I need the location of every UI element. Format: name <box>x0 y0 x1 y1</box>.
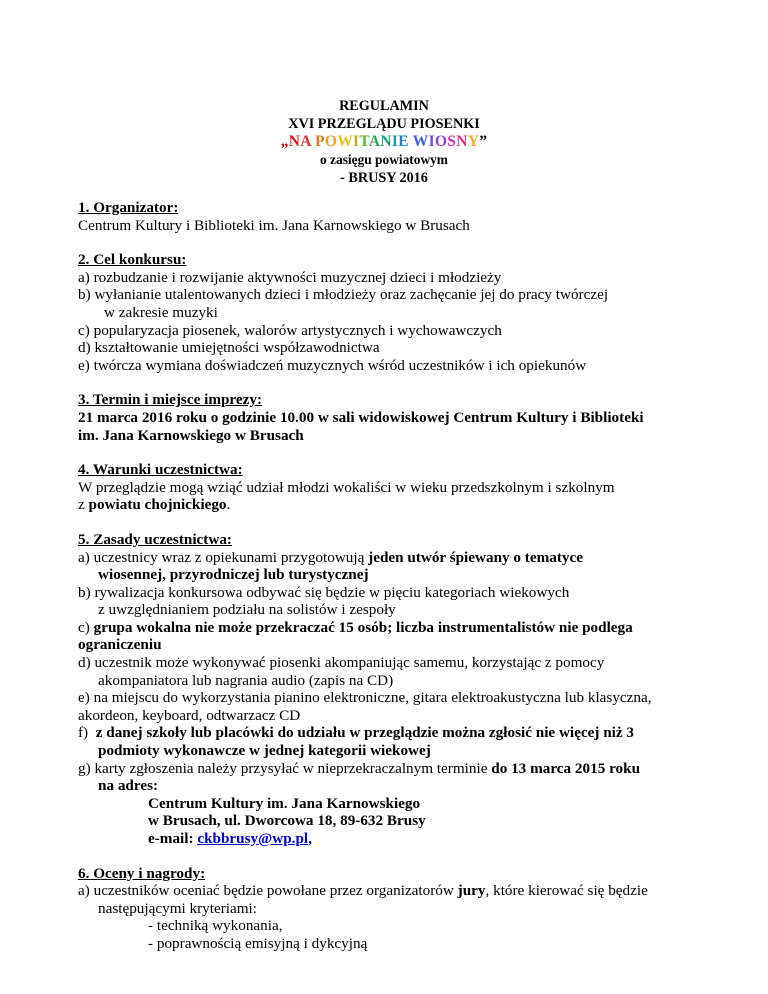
list-item-continuation: ograniczeniu <box>78 636 162 654</box>
list-item: c) grupa wokalna nie może przekraczać 15 osób; liczba instrumentalistów nie podlega <box>78 618 633 636</box>
title-letter: S <box>447 133 457 150</box>
document-body <box>78 199 698 953</box>
section-organizer <box>78 199 698 234</box>
list-item-continuation: następującymi kryteriami: <box>98 899 257 917</box>
header-festival-name: XVI PRZEGLĄDU PIOSENKI <box>288 116 480 132</box>
title-letter: E <box>398 133 409 150</box>
list-item: c) popularyzacja piosenek, walorów artystycznych i wychowawczych <box>78 321 502 339</box>
title-letter: P <box>315 133 325 150</box>
criteria-item: - techniką wykonania, <box>148 917 283 935</box>
organizer-text: Centrum Kultury i Biblioteki im. Jana Karnowskiego w Brusach <box>78 216 470 234</box>
title-letter: T <box>359 133 369 150</box>
list-item-continuation: podmioty wykonawcze w jednej kategorii wiekowej <box>98 742 431 760</box>
list-item: b) rywalizacja konkursowa odbywać się będzie w pięciu kategoriach wiekowych <box>78 583 570 601</box>
title-letter: Y <box>467 133 480 150</box>
list-item-continuation: wiosennej, przyrodniczej lub turystycznej <box>98 566 369 584</box>
list-item-continuation: na adres: <box>98 777 159 795</box>
section-title: 3. Termin i miejsce imprezy: <box>78 391 263 409</box>
title-letter: O <box>434 133 448 150</box>
address-line: w Brusach, ul. Dworcowa 18, 89-632 Brusy <box>148 812 426 830</box>
event-date-text: 21 marca 2016 roku o godzinie 10.00 w sali widowiskowej Centrum Kultury i Biblioteki <box>78 408 644 426</box>
header-scope: o zasięgu powiatowym <box>320 152 448 167</box>
header-regulamin: REGULAMIN <box>339 98 429 114</box>
list-item: a) rozbudzanie i rozwijanie aktywności muzycznej dzieci i młodzieży <box>78 268 502 286</box>
header-place-year: - BRUSY 2016 <box>340 170 428 186</box>
email-line: e-mail: ckbbrusy@wp.pl, <box>148 830 312 847</box>
list-item-continuation: akompaniatora lub nagrania audio (zapis na CD) <box>98 671 394 689</box>
conditions-text: W przeglądzie mogą wziąć udział młodzi wokaliści w wieku przedszkolnym i szkolnym <box>78 478 615 496</box>
document-header <box>0 97 768 187</box>
title-letter: A <box>368 133 381 150</box>
section-title: 5. Zasady uczestnictwa: <box>78 530 232 548</box>
title-letter: ” <box>479 133 488 150</box>
list-item: d) kształtowanie umiejętności współzawodnictwa <box>78 339 380 357</box>
list-item-continuation: w zakresie muzyki <box>104 303 218 321</box>
list-item-continuation: z uwzględnianiem podziału na solistów i zespoły <box>98 601 396 619</box>
title-letter: W <box>412 133 429 150</box>
section-title: 6. Oceny i nagrody: <box>78 864 206 882</box>
section-awards <box>78 865 698 953</box>
email-link[interactable]: ckbbrusy@wp.pl <box>197 830 309 847</box>
list-item: a) uczestnicy wraz z opiekunami przygotowują jeden utwór śpiewany o tematyce <box>78 548 583 566</box>
conditions-text-2: z powiatu chojnickiego. <box>78 496 231 514</box>
section-title: 4. Warunki uczestnictwa: <box>78 461 243 479</box>
title-letter: I <box>428 133 435 150</box>
section-date-place <box>78 391 698 444</box>
list-item: b) wyłanianie utalentowanych dzieci i młodzieży oraz zachęcanie jej do pracy twórczej <box>78 286 609 304</box>
event-place-text: im. Jana Karnowskiego w Brusach <box>78 426 304 444</box>
title-letter: N <box>288 133 301 150</box>
list-item: d) uczestnik może wykonywać piosenki akompaniując samemu, korzystając z pomocy <box>78 654 605 672</box>
title-letter: W <box>337 133 354 150</box>
header-colorful-title <box>0 133 768 151</box>
title-letter: I <box>391 133 399 150</box>
title-letter: N <box>456 133 468 150</box>
section-title: 2. Cel konkursu: <box>78 251 187 269</box>
title-letter: A <box>300 133 311 150</box>
list-item: g) karty zgłoszenia należy przysyłać w nieprzekraczalnym terminie do 13 marca 2015 roku <box>78 759 641 777</box>
list-item-continuation: akordeon, keyboard, odtwarzacz CD <box>78 706 301 724</box>
section-goal <box>78 251 698 374</box>
section-rules <box>78 531 698 848</box>
address-line: Centrum Kultury im. Jana Karnowskiego <box>148 794 421 812</box>
list-item: f) z danej szkoły lub placówki do udziału w przeglądzie można zgłosić nie więcej niż 3 <box>78 724 635 742</box>
list-item: a) uczestników oceniać będzie powołane przez organizatorów jury, które kierować się będzie <box>78 882 648 900</box>
title-letter: „ <box>280 133 289 150</box>
list-item: e) na miejscu do wykorzystania pianino elektroniczne, gitara elektroakustyczna lub klasyczna, <box>78 689 652 707</box>
section-conditions <box>78 461 698 514</box>
section-title: 1. Organizator: <box>78 199 179 216</box>
title-letter: O <box>324 133 338 150</box>
title-letter: N <box>380 133 392 150</box>
list-item: e) twórcza wymiana doświadczeń muzycznych wśród uczestników i ich opiekunów <box>78 356 587 374</box>
criteria-item: - poprawnością emisyjną i dykcyjną <box>148 934 368 952</box>
title-letter: I <box>353 133 360 150</box>
